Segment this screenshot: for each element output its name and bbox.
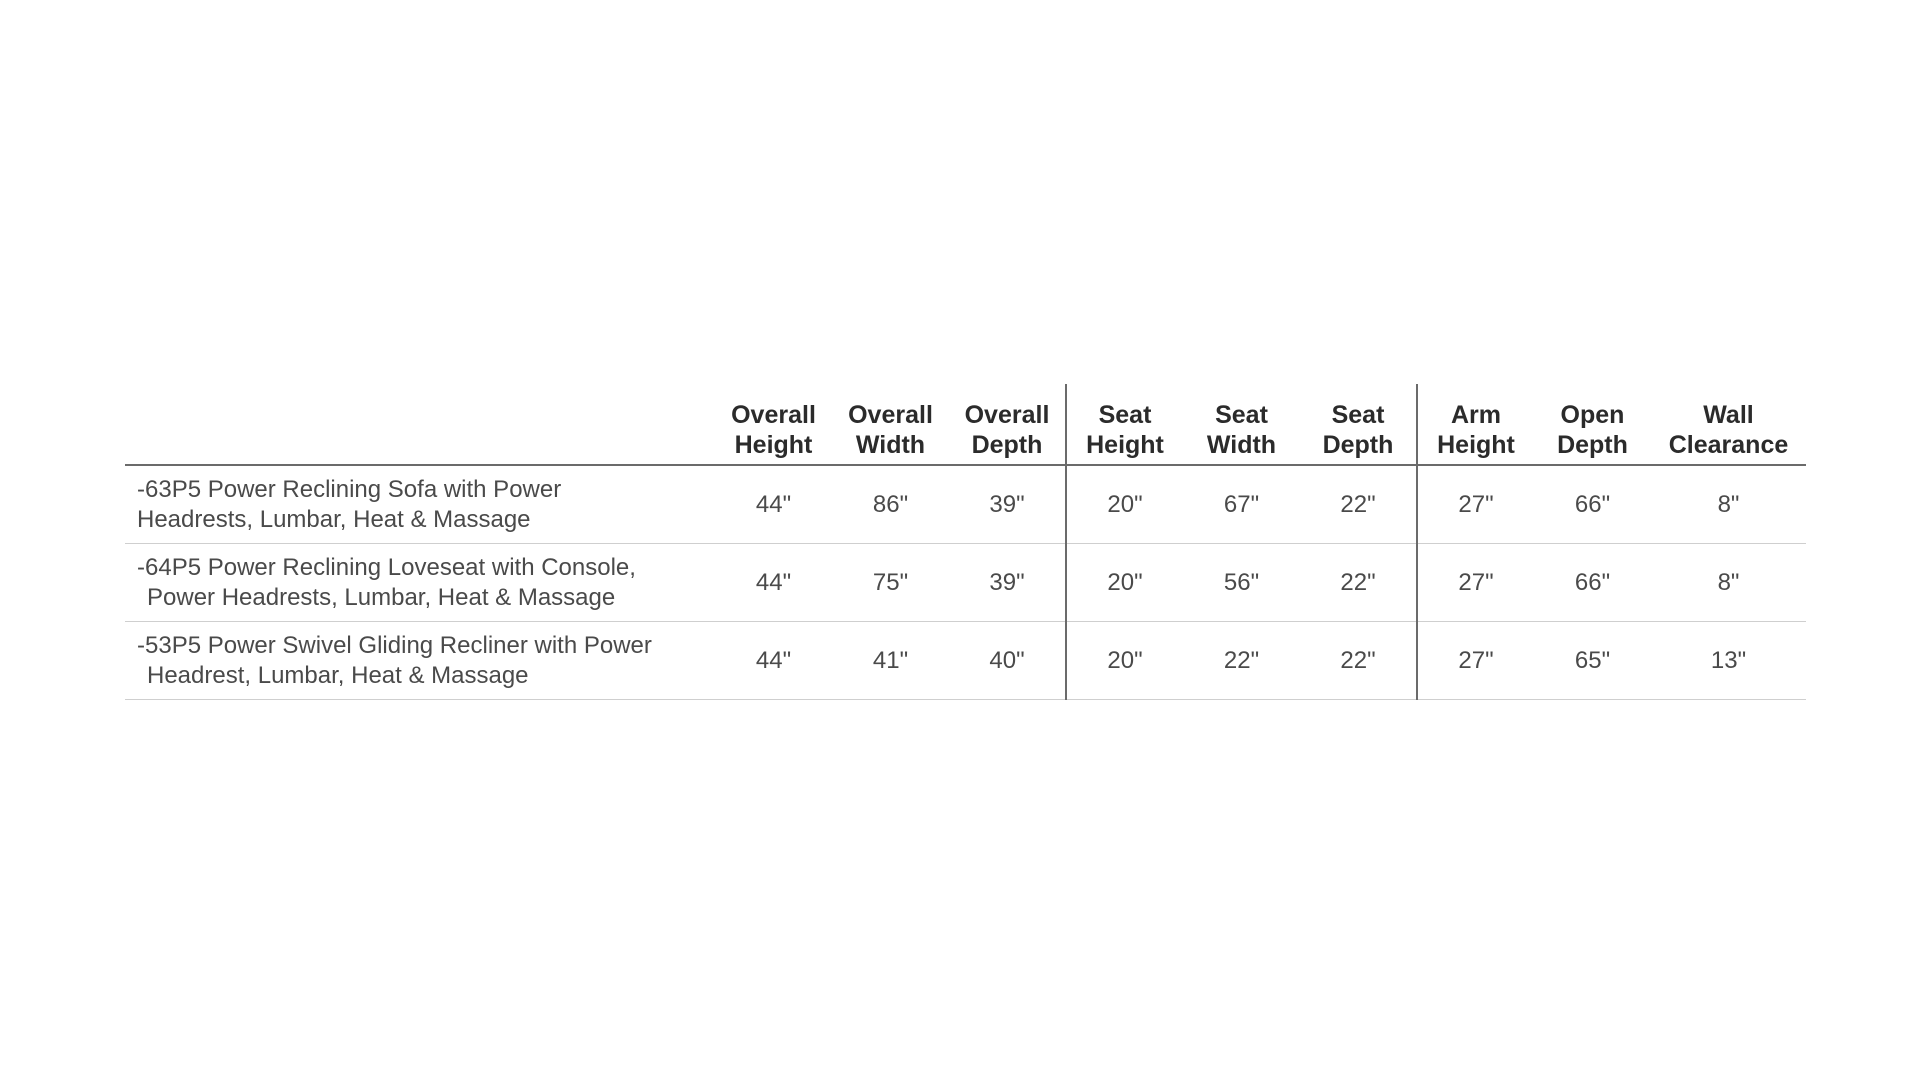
table-row — [125, 465, 1806, 544]
description-line2: Power Headrests, Lumbar, Heat & Massage — [147, 583, 616, 611]
header-label-line2: Height — [1086, 431, 1164, 459]
value-overall-height: 44" — [715, 465, 832, 544]
value-overall-width: 75" — [832, 544, 949, 622]
value-overall-depth: 39" — [949, 544, 1066, 622]
header-label-line1: Wall — [1703, 401, 1754, 429]
product-description — [125, 465, 715, 544]
value-overall-height: 44" — [715, 544, 832, 622]
header-label-line1: Seat — [1331, 401, 1385, 429]
description-line2: Headrest, Lumbar, Heat & Massage — [147, 661, 529, 689]
header-label-line1: Overall — [731, 401, 816, 429]
description-line1: -63P5 Power Reclining Sofa with Power — [137, 475, 562, 503]
value-overall-depth: 39" — [949, 465, 1066, 544]
header-seat-height — [1066, 384, 1183, 465]
value-seat-depth: 22" — [1300, 465, 1417, 544]
value-seat-depth: 22" — [1300, 622, 1417, 700]
header-label-line1: Overall — [848, 401, 933, 429]
product-description — [125, 544, 715, 622]
value-arm-height: 27" — [1417, 622, 1534, 700]
header-label-line2: Height — [1437, 431, 1515, 459]
value-seat-height: 20" — [1066, 465, 1183, 544]
header-overall-width — [832, 384, 949, 465]
header-open-depth — [1534, 384, 1651, 465]
header-label-line2: Clearance — [1668, 431, 1789, 459]
value-wall-clearance: 8" — [1651, 544, 1806, 622]
header-label-line2: Height — [734, 431, 813, 459]
value-seat-height: 20" — [1066, 622, 1183, 700]
value-overall-width: 41" — [832, 622, 949, 700]
value-arm-height: 27" — [1417, 465, 1534, 544]
header-label-line2: Depth — [1322, 431, 1394, 459]
header-label-line2: Width — [855, 431, 926, 459]
value-open-depth: 66" — [1534, 544, 1651, 622]
dimensions-table — [125, 384, 1806, 700]
header-description — [125, 384, 715, 465]
description-line1: -53P5 Power Swivel Gliding Recliner with Power — [137, 631, 652, 659]
header-label-line1: Arm — [1450, 401, 1501, 429]
table-body — [125, 465, 1806, 700]
value-seat-height: 20" — [1066, 544, 1183, 622]
header-overall-height — [715, 384, 832, 465]
value-seat-width: 56" — [1183, 544, 1300, 622]
header-label-line2: Width — [1206, 431, 1277, 459]
header-label-line1: Overall — [964, 401, 1050, 429]
header-seat-width — [1183, 384, 1300, 465]
table-row — [125, 544, 1806, 622]
header-label-line1: Seat — [1098, 401, 1152, 429]
header-arm-height — [1417, 384, 1534, 465]
value-seat-width: 22" — [1183, 622, 1300, 700]
value-open-depth: 66" — [1534, 465, 1651, 544]
value-seat-depth: 22" — [1300, 544, 1417, 622]
value-wall-clearance: 8" — [1651, 465, 1806, 544]
value-overall-depth: 40" — [949, 622, 1066, 700]
header-label-line2: Depth — [1557, 431, 1628, 459]
value-wall-clearance: 13" — [1651, 622, 1806, 700]
description-line1: -64P5 Power Reclining Loveseat with Console, — [137, 553, 636, 581]
header-seat-depth — [1300, 384, 1417, 465]
value-seat-width: 67" — [1183, 465, 1300, 544]
value-overall-height: 44" — [715, 622, 832, 700]
table-header — [125, 384, 1806, 465]
table-row — [125, 622, 1806, 700]
header-overall-depth — [949, 384, 1066, 465]
value-arm-height: 27" — [1417, 544, 1534, 622]
product-description — [125, 622, 715, 700]
value-overall-width: 86" — [832, 465, 949, 544]
header-row — [125, 384, 1806, 465]
value-open-depth: 65" — [1534, 622, 1651, 700]
header-label-line1: Open — [1560, 401, 1625, 429]
header-label-line2: Depth — [971, 431, 1043, 459]
header-wall-clearance — [1651, 384, 1806, 465]
description-line2: Headrests, Lumbar, Heat & Massage — [137, 505, 531, 533]
header-label-line1: Seat — [1215, 401, 1268, 429]
